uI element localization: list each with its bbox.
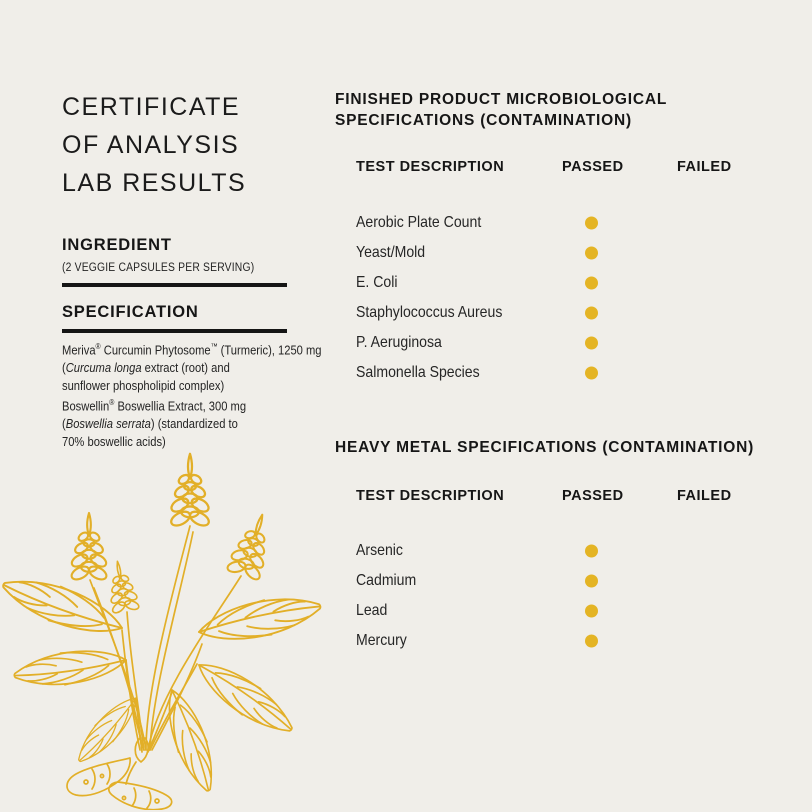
divider-rule xyxy=(62,329,287,333)
heavy-metal-specs-title xyxy=(335,437,775,458)
table-row xyxy=(335,536,775,566)
test-description: Aerobic Plate Count xyxy=(356,214,482,231)
passed-dot xyxy=(585,337,598,350)
spec-text-line: 70% boswellic acids) xyxy=(62,433,166,449)
test-description: Lead xyxy=(356,602,388,619)
table-row xyxy=(335,596,775,626)
passed-dot xyxy=(585,575,598,588)
spec-text-line: (Boswellia serrata) (standardized to xyxy=(62,416,238,432)
serving-note: (2 VEGGIE CAPSULES PER SERVING) xyxy=(62,262,255,274)
passed-dot xyxy=(585,247,598,260)
test-description: Yeast/Mold xyxy=(356,244,426,261)
text-line: OF ANALYSIS xyxy=(62,131,240,159)
column-passed: PASSED xyxy=(562,488,624,504)
heavy-metal-column-header xyxy=(335,488,775,508)
text-line: CERTIFICATE xyxy=(62,93,241,121)
spec-text-line: Meriva® Curcumin Phytosome™ (Turmeric), 1250 mg xyxy=(62,342,322,358)
test-description: P. Aeruginosa xyxy=(356,334,442,351)
spec-text-line: Boswellin® Boswellia Extract, 300 mg xyxy=(62,398,247,414)
page-title xyxy=(62,88,246,202)
heavy-metal-rows xyxy=(335,536,775,656)
table-row xyxy=(335,208,775,238)
specification-heading: SPECIFICATION xyxy=(62,303,199,321)
micro-specs-column-header xyxy=(335,159,775,179)
table-row xyxy=(335,358,775,388)
passed-dot xyxy=(585,367,598,380)
turmeric-plant-illustration xyxy=(0,450,354,810)
passed-dot xyxy=(585,545,598,558)
test-description: Mercury xyxy=(356,632,407,649)
test-description: Cadmium xyxy=(356,572,417,589)
column-failed: FAILED xyxy=(677,159,732,175)
test-description: Salmonella Species xyxy=(356,364,480,381)
passed-dot xyxy=(585,307,598,320)
column-passed: PASSED xyxy=(562,159,624,175)
table-row xyxy=(335,566,775,596)
text-line: SPECIFICATIONS (CONTAMINATION) xyxy=(335,112,632,129)
table-row xyxy=(335,298,775,328)
passed-dot xyxy=(585,217,598,230)
text-line: FINISHED PRODUCT MICROBIOLOGICAL xyxy=(335,91,668,108)
table-row xyxy=(335,238,775,268)
test-description: Staphylococcus Aureus xyxy=(356,304,503,321)
passed-dot xyxy=(585,605,598,618)
passed-dot xyxy=(585,635,598,648)
text-line: LAB RESULTS xyxy=(62,169,247,197)
ingredient-heading: INGREDIENT xyxy=(62,236,172,254)
test-description: Arsenic xyxy=(356,542,403,559)
table-row xyxy=(335,626,775,656)
text-line: HEAVY METAL SPECIFICATIONS (CONTAMINATION) xyxy=(335,439,755,456)
divider-rule xyxy=(62,283,287,287)
micro-specs-rows xyxy=(335,208,775,388)
micro-specs-title xyxy=(335,89,775,131)
passed-dot xyxy=(585,277,598,290)
spec-text-line: (Curcuma longa extract (root) and xyxy=(62,359,230,375)
table-row xyxy=(335,328,775,358)
table-row xyxy=(335,268,775,298)
specification-text xyxy=(62,338,364,450)
column-failed: FAILED xyxy=(677,488,732,504)
column-test-description: TEST DESCRIPTION xyxy=(356,159,505,175)
spec-text-line: sunflower phospholipid complex) xyxy=(62,377,225,393)
column-test-description: TEST DESCRIPTION xyxy=(356,488,505,504)
test-description: E. Coli xyxy=(356,274,398,291)
